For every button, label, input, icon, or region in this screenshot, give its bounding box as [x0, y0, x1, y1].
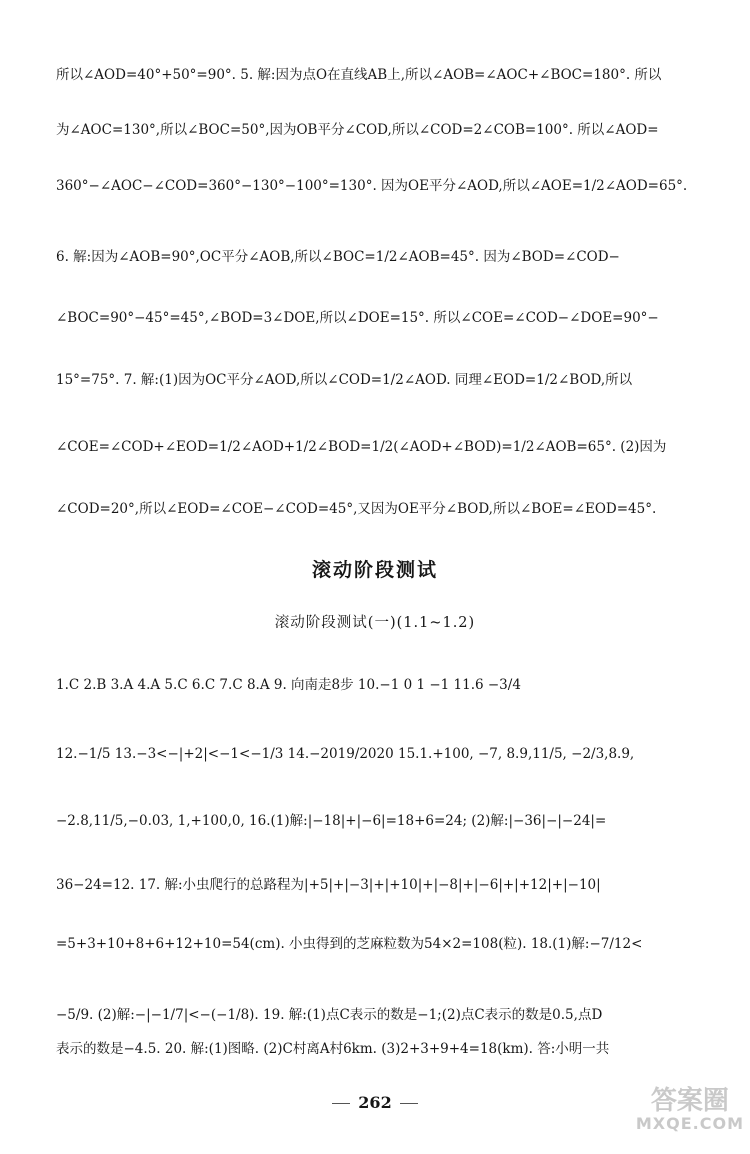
page-number: 262 [358, 1093, 392, 1112]
answer-line: −5/9. (2)解:−|−1/7|<−(−1/8). 19. 解:(1)点C表示的数是−1;(2)点C表示的数是0.5,点D [56, 1007, 603, 1023]
solution-line: 为∠AOC=130°,所以∠BOC=50°,因为OB平分∠COD,所以∠COD=2∠COB=100°. 所以∠AOD= [56, 122, 659, 138]
answer-line: 12.−1/5 13.−3<−|+2|<−1<−1/3 14.−2019/2020 15.1.+100, −7, 8.9,11/5, −2/3,8.9, [56, 746, 635, 762]
solution-line: 15°=75°. 7. 解:(1)因为OC平分∠AOD,所以∠COD=1/2∠AOD. 同理∠EOD=1/2∠BOD,所以 [56, 372, 633, 388]
page-number-dash-left [332, 1103, 350, 1104]
solution-line: ∠COD=20°,所以∠EOD=∠COE−∠COD=45°,又因为OE平分∠BOD,所以∠BOE=∠EOD=45°. [56, 501, 657, 517]
subsection-title: 滚动阶段测试(一)(1.1~1.2) [274, 615, 476, 631]
section-title: 滚动阶段测试 [311, 559, 438, 581]
answer-line: −2.8,11/5,−0.03, 1,+100,0, 16.(1)解:|−18|+|−6|=18+6=24; (2)解:|−36|−|−24|= [56, 813, 607, 829]
solution-line: 6. 解:因为∠AOB=90°,OC平分∠AOB,所以∠BOC=1/2∠AOB=45°. 因为∠BOD=∠COD− [56, 249, 620, 265]
answer-line: 36−24=12. 17. 解:小虫爬行的总路程为|+5|+|−3|+|+10|+|−8|+|−6|+|+12|+|−10| [56, 877, 601, 893]
watermark-url: MXQE.COM [635, 1114, 744, 1133]
watermark-title: 答案圈 [650, 1086, 729, 1116]
page-number-dash-right [400, 1103, 418, 1104]
solution-line: 360°−∠AOC−∠COD=360°−130°−100°=130°. 因为OE平分∠AOD,所以∠AOE=1/2∠AOD=65°. [56, 178, 688, 194]
answer-line: 表示的数是−4.5. 20. 解:(1)图略. (2)C村离A村6km. (3)2+3+9+4=18(km). 答:小明一共 [56, 1041, 610, 1057]
answer-line: =5+3+10+8+6+12+10=54(cm). 小虫得到的芝麻粒数为54×2=108(粒). 18.(1)解:−7/12< [56, 936, 643, 952]
solution-line: ∠BOC=90°−45°=45°,∠BOD=3∠DOE,所以∠DOE=15°. 所以∠COE=∠COD−∠DOE=90°− [56, 310, 659, 326]
solution-line: 所以∠AOD=40°+50°=90°. 5. 解:因为点O在直线AB上,所以∠AOB=∠AOC+∠BOC=180°. 所以 [56, 67, 662, 83]
answer-line: 1.C 2.B 3.A 4.A 5.C 6.C 7.C 8.A 9. 向南走8步 10.−1 0 1 −1 11.6 −3/4 [56, 677, 521, 693]
watermark-logo [636, 1088, 744, 1134]
solution-line: ∠COE=∠COD+∠EOD=1/2∠AOD+1/2∠BOD=1/2(∠AOD+∠BOD)=1/2∠AOB=65°. (2)因为 [56, 439, 667, 455]
